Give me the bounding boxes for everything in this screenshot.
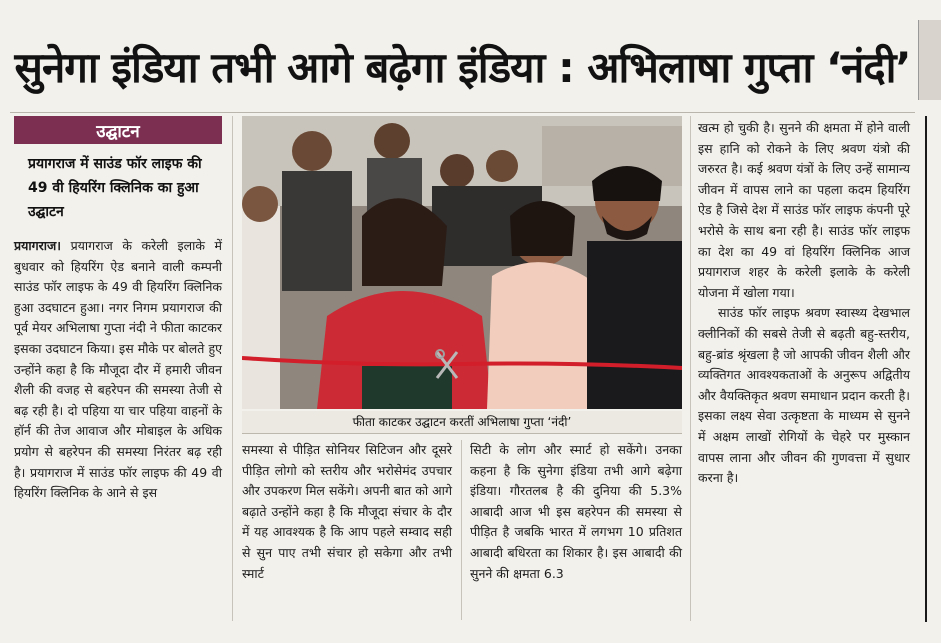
adjacent-article-edge <box>925 116 941 622</box>
column-4-paragraph-1: खत्म हो चुकी है। सुनने की क्षमता में होने वाली इस हानि को रोकने के लिए श्रवण यंत्रो की जरुरत है। कई श्रवण यंत्रों के लिए उन्हें सामान्य जीवन में वापस लाने का पहला कदम हियरिंग ऐड है जिसे देश में साउंड फॉर लाइफ कंपनी पूरे भरोसे के साथ बना रही है। साउंड फॉर लाइफ का देश का 49 वां हियरिंग क्लिनिक आज प्रयागराज शहर के करेली इलाके के करेली योजना में खोला गया। <box>698 120 910 300</box>
subheadline: प्रयागराज में साउंड फॉर लाइफ की 49 वी हियरिंग क्लिनिक का हुआ उद्घाटन <box>28 156 202 220</box>
column-4-paragraph-2: साउंड फॉर लाइफ श्रवण स्वास्थ्य देखभाल क्लीनिकों की सबसे तेजी से बढ़ती बहु-स्तरीय, बहु-ब्रांड श्रृंखला है जो आपकी जीवन शैली और व्यक्तिगत आवश्यकताओं के अनुरूप अद्वितीय और वैयक्तिकृत श्रवण समाधान प्रदान करती है। इसका लक्ष्य सेवा उत्कृष्टता के माध्यम से सुनने में अक्षम लाखों रोगियों के चेहरे पर मुस्कान वापस लाना और जीवन की गुणवत्ता में सुधार करना है। <box>698 305 910 486</box>
column-divider <box>232 116 233 621</box>
column-divider <box>690 116 691 621</box>
dateline: प्रयागराज। <box>14 238 62 253</box>
article-column-4 <box>698 118 910 489</box>
adjacent-photo-edge <box>918 20 941 100</box>
article-column-1 <box>14 236 222 504</box>
section-kicker: उद्घाटन <box>14 116 222 144</box>
next-article-strip <box>0 628 941 643</box>
ribbon-cutting-photo <box>242 116 682 409</box>
article-column-3: सिटी के लोग और स्मार्ट हो सकेंगे। उनका कहना है कि सुनेगा इंडिया तभी आगे बढ़ेगा इंडिया। गौरतलब है की दुनिया की 5.3% आबादी आज भी इस बहरेपन की समस्या से पीड़ित है जबकि भारत में लगभग 10 प्रतिशत आबादी बधिरता का शिकार है। इस आबादी की सुनने की क्षमता 6.3 <box>470 442 682 581</box>
article-column-2: समस्या से पीड़ित सोनियर सिटिजन और दूसरे पीड़ित लोगो को स्तरीय और भरोसेमंद उपचार और उपकरण मिल सकेंगे। अपनी बात को आगे बढ़ाते उन्होंने कहा है कि मौजूदा संचार के दौर में यह आवश्यक है कि आप पहले सम्वाद सही से सुन पाए तभी संचार हो सकेगा और तभी स्मार्ट <box>242 442 452 581</box>
photo-caption: फीता काटकर उद्घाटन करतीं अभिलाषा गुप्ता ‘नंदी’ <box>242 411 682 434</box>
column-divider <box>461 440 462 620</box>
headline: सुनेगा इंडिया तभी आगे बढ़ेगा इंडिया : अभिलाषा गुप्ता ‘नंदी’ <box>10 20 915 113</box>
previous-article-strip <box>0 0 941 14</box>
column-1-text: प्रयागराज के करेली इलाके में बुधवार को हियरिंग ऐड बनाने वाली कम्पनी साउंड फॉर लाइफ के 49 वी हियरिंग क्लिनिक हुआ उदघाटन हुआ। नगर निगम प्रयागराज की पूर्व मेयर अभिलाषा गुप्ता नंदी ने फीता काटकर इसका उदघाटन किया। इस मौके पर बोलते हुए उन्होंने कहा है कि मौजूदा दौर में हमारी जीवन शैली की वजह से बहरेपन की समस्या तेजी से बढ़ रही है। दो पहिया या चार पहिया वाहनों के हॉर्न की तेज आवाज और मोबाइल के अधिक प्रयोग से बहरेपन की समस्या निरंतर बढ़ रही है। प्रयागराज में साउंड फॉर लाइफ की 49 वी हियरिंग क्लिनिक के आने से इस <box>14 238 222 501</box>
